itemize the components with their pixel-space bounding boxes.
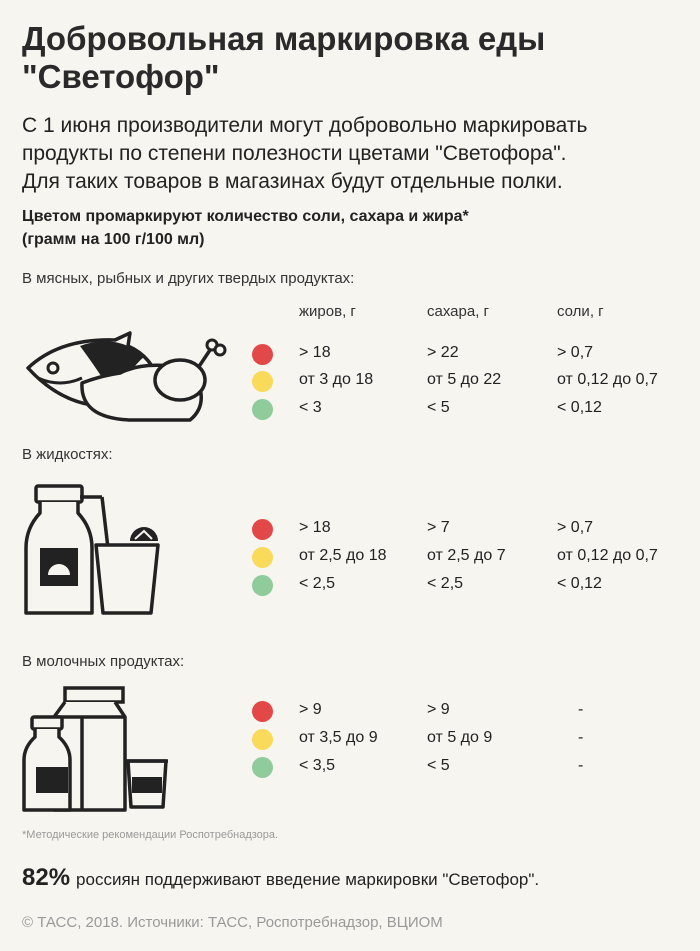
column-header-salt: соли, г xyxy=(557,303,604,320)
page-title xyxy=(22,20,682,96)
sugar-value: > 7 xyxy=(427,519,450,536)
stat-value: 82% xyxy=(22,864,71,891)
table-row xyxy=(0,369,700,395)
sugar-value: от 5 до 22 xyxy=(427,371,502,388)
salt-value: < 0,12 xyxy=(557,575,602,592)
lead-line-3: Для таких товаров в магазинах будут отдельные полки. xyxy=(22,170,563,193)
salt-value: < 0,12 xyxy=(557,399,602,416)
footnote: *Методические рекомендации Роспотребнадзора. xyxy=(22,829,279,841)
column-header-fat: жиров, г xyxy=(299,303,356,320)
salt-value: от 0,12 до 0,7 xyxy=(557,547,658,564)
red-indicator xyxy=(252,519,273,540)
lead-line-1: С 1 июня производители могут добровольно маркировать xyxy=(22,114,588,137)
fat-value: > 18 xyxy=(299,344,331,361)
red-indicator xyxy=(252,701,273,722)
sugar-value: < 2,5 xyxy=(427,575,464,592)
fat-value: < 3,5 xyxy=(299,757,336,774)
red-indicator xyxy=(252,344,273,365)
lead-line-2: продукты по степени полезности цветами "Светофора". xyxy=(22,142,567,165)
section-label-solid: В мясных, рыбных и других твердых продуктах: xyxy=(22,270,355,287)
subtitle-line-2: (грамм на 100 г/100 мл) xyxy=(22,231,205,248)
title-line-1: Добровольная маркировка еды xyxy=(22,20,546,57)
column-header-sugar: сахара, г xyxy=(427,303,490,320)
sugar-value: > 22 xyxy=(427,344,459,361)
fat-value: < 2,5 xyxy=(299,575,336,592)
fat-value: < 3 xyxy=(299,399,322,416)
yellow-indicator xyxy=(252,547,273,568)
table-row xyxy=(0,699,700,725)
yellow-indicator xyxy=(252,729,273,750)
fat-value: от 2,5 до 18 xyxy=(299,547,387,564)
yellow-indicator xyxy=(252,371,273,392)
source-credit: © ТАСС, 2018. Источники: ТАСС, Роспотребнадзор, ВЦИОМ xyxy=(22,914,443,931)
fat-value: от 3 до 18 xyxy=(299,371,374,388)
salt-value: > 0,7 xyxy=(557,344,594,361)
fat-value: > 18 xyxy=(299,519,331,536)
table-row xyxy=(0,517,700,543)
fat-value: от 3,5 до 9 xyxy=(299,729,378,746)
salt-value: - xyxy=(578,701,584,718)
salt-value: от 0,12 до 0,7 xyxy=(557,371,658,388)
table-row xyxy=(0,727,700,753)
lead-paragraph xyxy=(22,112,692,196)
subtitle xyxy=(22,205,682,251)
sugar-value: от 2,5 до 7 xyxy=(427,547,506,564)
green-indicator xyxy=(252,399,273,420)
section-label-liquids: В жидкостях: xyxy=(22,446,113,463)
survey-stat xyxy=(22,864,539,892)
table-row xyxy=(0,755,700,781)
table-row xyxy=(0,342,700,368)
sugar-value: < 5 xyxy=(427,757,450,774)
fat-value: > 9 xyxy=(299,701,322,718)
sugar-value: от 5 до 9 xyxy=(427,729,493,746)
sugar-value: > 9 xyxy=(427,701,450,718)
green-indicator xyxy=(252,575,273,596)
salt-value: > 0,7 xyxy=(557,519,594,536)
subtitle-line-1: Цветом промаркируют количество соли, сахара и жира* xyxy=(22,208,469,225)
sugar-value: < 5 xyxy=(427,399,450,416)
stat-text: россиян поддерживают введение маркировки "Светофор". xyxy=(76,870,540,889)
title-line-2: "Светофор" xyxy=(22,58,220,95)
green-indicator xyxy=(252,757,273,778)
table-row xyxy=(0,573,700,599)
salt-value: - xyxy=(578,757,584,774)
table-row xyxy=(0,397,700,423)
section-label-dairy: В молочных продуктах: xyxy=(22,653,185,670)
table-row xyxy=(0,545,700,571)
salt-value: - xyxy=(578,729,584,746)
